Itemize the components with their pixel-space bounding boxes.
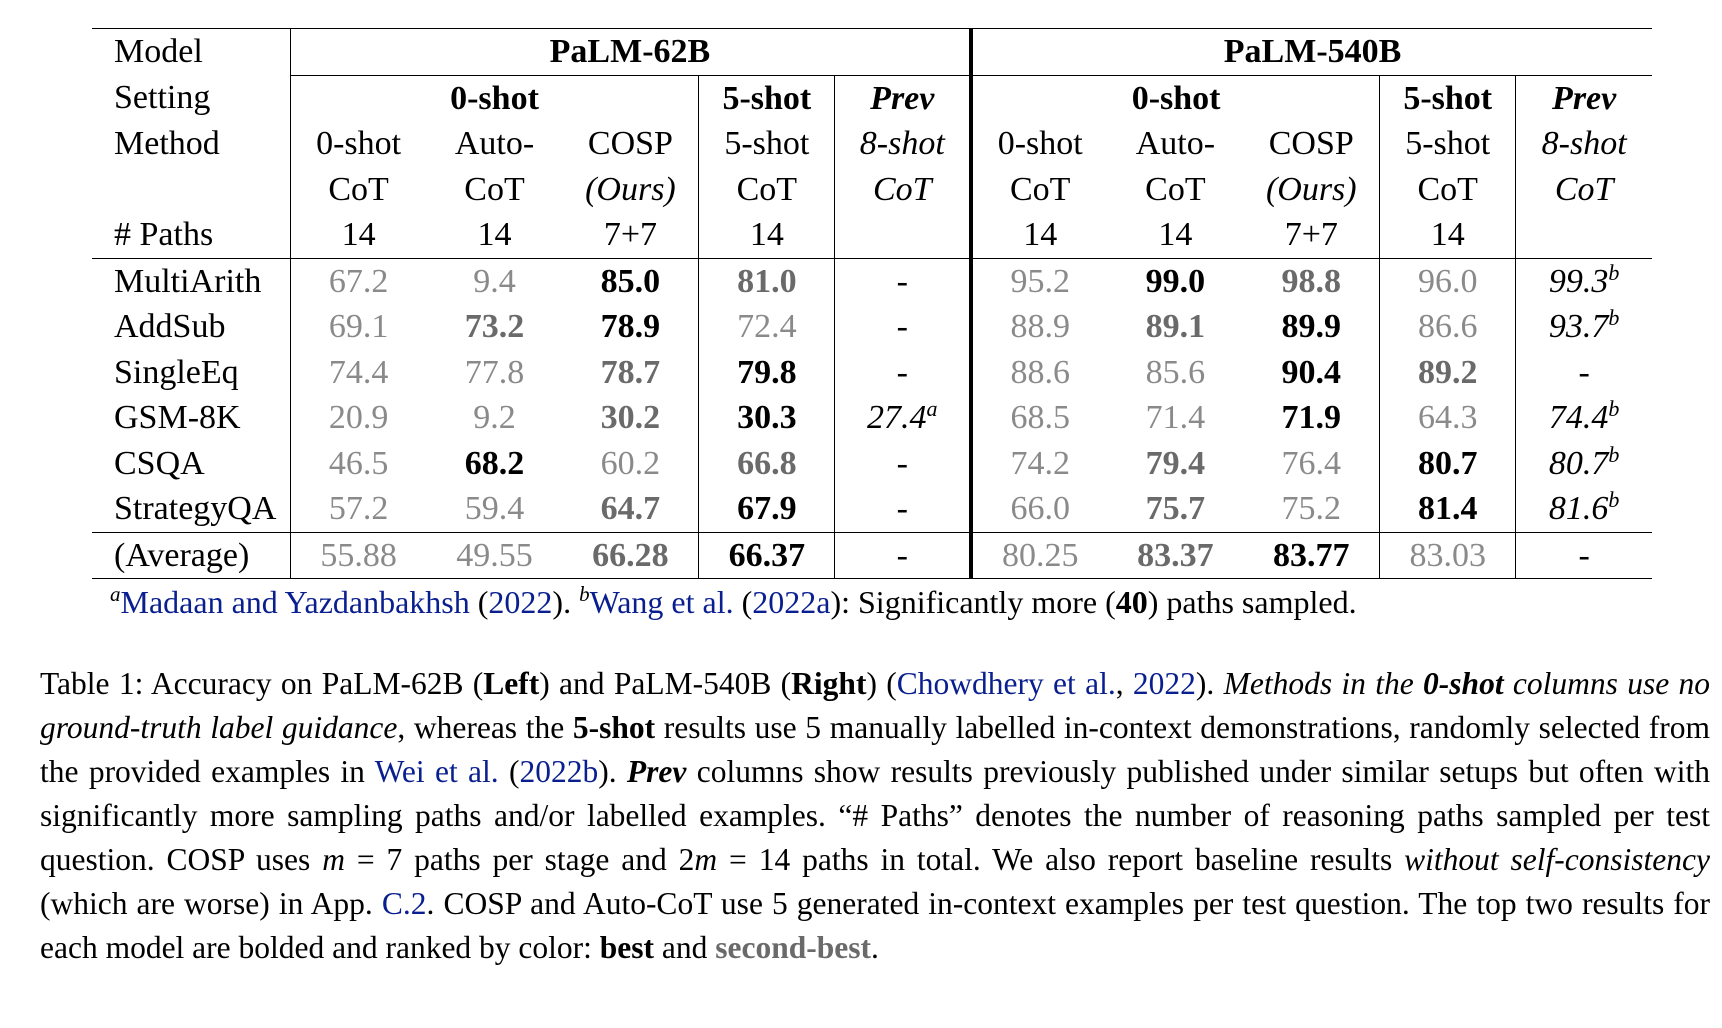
cell-value: 66.28 bbox=[592, 536, 669, 574]
cell-value: 83.37 bbox=[1137, 536, 1214, 574]
table-cell bbox=[699, 350, 835, 396]
table-cell bbox=[699, 258, 835, 304]
citation-year-link[interactable]: 2022a bbox=[752, 584, 831, 620]
table-row bbox=[92, 441, 1652, 487]
table-cell bbox=[835, 258, 971, 304]
method-line1: 0-shot bbox=[290, 121, 426, 167]
table-cell bbox=[426, 441, 562, 487]
header-row-method bbox=[92, 121, 1652, 167]
table-row bbox=[92, 395, 1652, 441]
cell-value: - bbox=[1578, 536, 1590, 574]
caption-text: , whereas the bbox=[397, 710, 573, 745]
table-cell bbox=[835, 486, 971, 532]
table-cell bbox=[699, 486, 835, 532]
caption-text: ). bbox=[598, 754, 627, 789]
table-cell bbox=[971, 486, 1107, 532]
cell-value: 80.7 bbox=[1548, 444, 1609, 482]
table-cell bbox=[1107, 532, 1243, 579]
method-line2: CoT bbox=[835, 167, 971, 213]
row-label: GSM-8K bbox=[114, 399, 241, 436]
table-cell bbox=[1380, 486, 1516, 532]
setting-label: Setting bbox=[114, 79, 211, 117]
cell-value: - bbox=[896, 490, 908, 527]
setting-prev-left: Prev bbox=[835, 75, 971, 121]
table-cell bbox=[1380, 441, 1516, 487]
footnote-text: ) paths sampled. bbox=[1147, 584, 1357, 620]
table-cell bbox=[1516, 350, 1652, 396]
cell-value: 99.0 bbox=[1145, 262, 1206, 300]
cell-value: 85.6 bbox=[1145, 353, 1206, 391]
cell-footnote-marker: b bbox=[1608, 259, 1620, 285]
caption-second-best-label: second-best bbox=[715, 930, 872, 965]
method-line2: CoT bbox=[1380, 167, 1516, 213]
row-label: StrategyQA bbox=[114, 490, 277, 527]
cell-value: 85.0 bbox=[600, 262, 661, 300]
cell-footnote-marker: b bbox=[1608, 487, 1620, 512]
method-line1: 8-shot bbox=[1516, 121, 1652, 167]
table-cell bbox=[290, 258, 426, 304]
cell-value: 30.2 bbox=[600, 399, 661, 436]
caption-text: (which are worse) in App. bbox=[40, 886, 382, 921]
cell-value: 71.4 bbox=[1145, 399, 1206, 436]
cell-value: 46.5 bbox=[328, 444, 389, 482]
cell-value: 57.2 bbox=[328, 490, 389, 527]
cell-value: 81.0 bbox=[737, 262, 797, 300]
table-cell bbox=[563, 304, 699, 350]
caption-text: results use 5 manually labelled in-context demonstrations, randomly selected from the provided examples in bbox=[40, 710, 1710, 789]
method-line2: CoT bbox=[1145, 170, 1206, 208]
method-label-blank bbox=[92, 167, 290, 213]
caption-math: m bbox=[694, 842, 718, 877]
table-cell bbox=[563, 532, 699, 579]
caption-italic: without self-consistency bbox=[1404, 842, 1710, 877]
cell-value: 79.8 bbox=[737, 353, 797, 391]
cell-value: 73.2 bbox=[464, 308, 525, 345]
header-row-model bbox=[92, 29, 1652, 76]
cell-value: 74.4 bbox=[1548, 399, 1609, 436]
footnote-marker-a: a bbox=[110, 582, 121, 606]
setting-five-shot-left: 5-shot bbox=[699, 75, 835, 121]
cell-value: - bbox=[896, 262, 908, 300]
header-row-setting bbox=[92, 75, 1652, 121]
table-cell bbox=[563, 350, 699, 396]
cell-value: 27.4 bbox=[867, 399, 927, 436]
setting-five-shot-right: 5-shot bbox=[1380, 75, 1516, 121]
average-row bbox=[92, 532, 1652, 579]
table-cell bbox=[426, 350, 562, 396]
cell-value: - bbox=[896, 353, 908, 391]
citation-year-link[interactable]: 2022 bbox=[1132, 666, 1196, 701]
table-cell bbox=[835, 304, 971, 350]
cell-footnote-marker: b bbox=[1608, 305, 1620, 330]
table-cell bbox=[971, 441, 1107, 487]
table-cell bbox=[971, 304, 1107, 350]
cell-value: 67.2 bbox=[328, 262, 389, 300]
citation-year-link[interactable]: 2022 bbox=[488, 584, 553, 620]
citation-link[interactable]: Wang et al. bbox=[589, 584, 734, 620]
caption-text: and bbox=[654, 930, 716, 965]
row-label: AddSub bbox=[114, 308, 226, 345]
cell-value: 79.4 bbox=[1145, 444, 1206, 482]
cell-value: 78.7 bbox=[600, 353, 661, 391]
caption-bold: Left bbox=[483, 666, 540, 701]
table-cell bbox=[1107, 350, 1243, 396]
table-cell bbox=[1243, 395, 1379, 441]
paths-value: 14 bbox=[699, 212, 835, 258]
table-cell bbox=[1380, 258, 1516, 304]
caption-bold: 5-shot bbox=[572, 710, 656, 745]
method-line2: (Ours) bbox=[1265, 170, 1357, 208]
table-cell bbox=[290, 441, 426, 487]
table-cell bbox=[1516, 441, 1652, 487]
method-line2: CoT bbox=[699, 167, 835, 213]
cell-value: 96.0 bbox=[1417, 262, 1478, 300]
table-cell bbox=[1107, 395, 1243, 441]
method-line1: COSP bbox=[587, 125, 673, 162]
table-cell bbox=[290, 486, 426, 532]
cell-value: 9.2 bbox=[473, 399, 516, 436]
table-cell bbox=[1243, 350, 1379, 396]
caption-text: Table 1: Accuracy on PaLM-62B ( bbox=[40, 666, 484, 701]
table-cell bbox=[835, 532, 971, 579]
table-cell bbox=[563, 395, 699, 441]
table-cell bbox=[290, 350, 426, 396]
header-row-paths bbox=[92, 212, 1652, 258]
table-cell bbox=[1243, 441, 1379, 487]
table-cell bbox=[1380, 304, 1516, 350]
cell-value: 30.3 bbox=[737, 399, 797, 436]
cell-value: 49.55 bbox=[456, 536, 533, 574]
table-cell bbox=[1243, 304, 1379, 350]
caption-text: = 7 paths per stage and 2 bbox=[344, 842, 695, 877]
method-line2: (Ours) bbox=[585, 170, 676, 208]
table-cell bbox=[1107, 486, 1243, 532]
row-label: CSQA bbox=[114, 444, 205, 482]
method-line1: 5-shot bbox=[1380, 121, 1516, 167]
method-line1: 5-shot bbox=[699, 121, 835, 167]
table-cell bbox=[1380, 395, 1516, 441]
method-line1: 0-shot bbox=[971, 121, 1107, 167]
caption-text: . COSP and Auto-CoT use 5 generated in-context examples per test question. The top two results for each model are bolded and ranked by color: bbox=[40, 886, 1710, 965]
table-cell bbox=[1107, 441, 1243, 487]
paths-value: 14 bbox=[290, 212, 426, 258]
caption-text: . bbox=[871, 930, 879, 965]
footnote-separator: . bbox=[563, 584, 580, 620]
table-cell bbox=[290, 304, 426, 350]
table-cell bbox=[699, 395, 835, 441]
footnote-text: ): Significantly more ( bbox=[830, 584, 1116, 620]
model-label: Model bbox=[92, 29, 290, 76]
cell-value: 89.1 bbox=[1145, 308, 1206, 345]
table-row bbox=[92, 304, 1652, 350]
caption-text: ( bbox=[498, 754, 520, 789]
cell-value: 64.7 bbox=[600, 490, 661, 527]
caption-text: , bbox=[1115, 666, 1133, 701]
row-label: MultiArith bbox=[92, 258, 290, 304]
citation-year-link[interactable]: 2022b bbox=[519, 754, 599, 789]
caption-italic: columns use no ground-truth label guidance bbox=[40, 666, 1711, 745]
table-cell bbox=[1516, 486, 1652, 532]
row-label: (Average) bbox=[92, 532, 290, 579]
cell-value: 88.6 bbox=[1010, 353, 1070, 391]
cell-value: 69.1 bbox=[328, 308, 389, 345]
table-cell bbox=[1107, 304, 1243, 350]
method-line1: 8-shot bbox=[835, 121, 971, 167]
cell-value: 68.5 bbox=[1010, 399, 1070, 436]
appendix-link[interactable]: C.2 bbox=[381, 886, 427, 921]
caption-italic: Methods in the bbox=[1223, 666, 1414, 701]
table-cell bbox=[563, 486, 699, 532]
caption-bold-italic: Prev bbox=[626, 754, 687, 789]
method-line2: CoT bbox=[464, 170, 525, 208]
cell-value: 78.9 bbox=[600, 308, 661, 345]
cell-value: 20.9 bbox=[328, 399, 389, 436]
cell-value: 88.9 bbox=[1010, 308, 1070, 345]
caption-text: ) and PaLM-540B ( bbox=[539, 666, 792, 701]
row-label: SingleEq bbox=[114, 353, 239, 391]
paths-value: 14 bbox=[1380, 212, 1516, 258]
paths-label: # Paths bbox=[114, 216, 214, 253]
method-line1: Auto- bbox=[454, 125, 535, 162]
caption-bold-italic: 0-shot bbox=[1423, 666, 1504, 701]
cell-value: - bbox=[896, 444, 908, 482]
cell-value: 67.9 bbox=[737, 490, 797, 527]
cell-value: 68.2 bbox=[464, 444, 525, 482]
caption-math: m bbox=[322, 842, 345, 877]
cell-value: 75.7 bbox=[1145, 490, 1206, 527]
table-cell bbox=[699, 304, 835, 350]
results-table bbox=[92, 28, 1652, 579]
table-cell bbox=[1380, 532, 1516, 579]
cell-value: 80.25 bbox=[1001, 536, 1079, 574]
cell-value: 86.6 bbox=[1417, 308, 1478, 345]
caption-text: columns show results previously published under similar setups but often with significantly more sampling paths and/or labelled examples. “# Paths” denotes the number of reasoning paths sampled per test question. COSP uses bbox=[40, 754, 1710, 877]
caption-text: ) ( bbox=[866, 666, 897, 701]
cell-value: 66.37 bbox=[728, 536, 806, 574]
method-line2: CoT bbox=[1516, 167, 1652, 213]
cell-footnote-marker: b bbox=[1608, 396, 1620, 421]
cell-value: 9.4 bbox=[473, 262, 516, 300]
cell-value: 75.2 bbox=[1281, 490, 1342, 527]
cell-value: 74.2 bbox=[1010, 444, 1070, 482]
method-line1: Auto- bbox=[1135, 125, 1216, 162]
method-label: Method bbox=[114, 125, 220, 162]
table-cell bbox=[1107, 258, 1243, 304]
paths-value: 14 bbox=[477, 216, 512, 253]
cell-value: 76.4 bbox=[1281, 444, 1342, 482]
cell-value: 90.4 bbox=[1281, 353, 1342, 391]
paths-value: 14 bbox=[1158, 216, 1193, 253]
setting-zero-shot-right: 0-shot bbox=[971, 75, 1380, 121]
table-cell bbox=[1243, 258, 1379, 304]
cell-value: 89.2 bbox=[1417, 353, 1478, 391]
table-cell bbox=[1243, 532, 1379, 579]
table-cell bbox=[699, 532, 835, 579]
cell-value: 55.88 bbox=[320, 536, 397, 574]
paths-value: 7+7 bbox=[603, 216, 658, 253]
table-cell bbox=[1516, 532, 1652, 579]
citation-link[interactable]: Madaan and Yazdanbakhsh bbox=[120, 584, 470, 620]
table-cell bbox=[426, 395, 562, 441]
table-cell bbox=[1243, 486, 1379, 532]
cell-value: 72.4 bbox=[737, 308, 797, 345]
method-line1: COSP bbox=[1268, 125, 1354, 162]
table-cell bbox=[971, 258, 1107, 304]
cell-value: 81.4 bbox=[1417, 490, 1478, 527]
table-caption bbox=[40, 662, 1710, 970]
paths-value bbox=[835, 212, 971, 258]
table-cell bbox=[563, 258, 699, 304]
table-cell bbox=[563, 441, 699, 487]
paths-value: 14 bbox=[971, 212, 1107, 258]
footnote-path-count: 40 bbox=[1115, 584, 1148, 620]
table-cell bbox=[426, 486, 562, 532]
table-cell bbox=[971, 395, 1107, 441]
table-row bbox=[92, 350, 1652, 396]
setting-zero-shot-left: 0-shot bbox=[290, 75, 699, 121]
cell-value: 77.8 bbox=[464, 353, 525, 391]
cell-value: 66.0 bbox=[1010, 490, 1070, 527]
caption-best-label: best bbox=[599, 930, 655, 965]
group-palm-62b: PaLM-62B bbox=[290, 29, 971, 76]
footnote-marker-b: b bbox=[579, 582, 590, 606]
table-cell bbox=[1516, 304, 1652, 350]
cell-value: - bbox=[896, 536, 908, 574]
cell-value: 80.7 bbox=[1417, 444, 1478, 482]
citation-link[interactable]: Wei et al. bbox=[374, 754, 499, 789]
caption-text: = 14 paths in total. We also report baseline results bbox=[717, 842, 1405, 877]
setting-prev-right: Prev bbox=[1516, 75, 1652, 121]
cell-value: 81.6 bbox=[1548, 490, 1609, 527]
table-cell bbox=[290, 532, 426, 579]
cell-value: 99.3 bbox=[1548, 262, 1609, 300]
cell-value: 95.2 bbox=[1010, 262, 1070, 300]
cell-value: 71.9 bbox=[1281, 399, 1342, 436]
caption-bold: Right bbox=[791, 666, 867, 701]
cell-value: 93.7 bbox=[1548, 308, 1609, 345]
table-cell bbox=[835, 441, 971, 487]
cell-value: 64.3 bbox=[1417, 399, 1478, 436]
cell-value: 98.8 bbox=[1281, 262, 1342, 300]
cell-value: 83.03 bbox=[1409, 536, 1486, 574]
paths-value: 7+7 bbox=[1284, 216, 1338, 253]
table-cell bbox=[835, 350, 971, 396]
table-cell bbox=[971, 532, 1107, 579]
citation-link[interactable]: Chowdhery et al. bbox=[896, 666, 1116, 701]
cell-footnote-marker: b bbox=[1608, 441, 1620, 467]
table-cell bbox=[290, 395, 426, 441]
cell-value: 74.4 bbox=[328, 353, 389, 391]
table-cell bbox=[426, 304, 562, 350]
table-row bbox=[92, 486, 1652, 532]
table-cell bbox=[1516, 395, 1652, 441]
cell-value: 89.9 bbox=[1281, 308, 1342, 345]
cell-value: 59.4 bbox=[464, 490, 525, 527]
paths-value bbox=[1516, 212, 1652, 258]
header-row-method-2 bbox=[92, 167, 1652, 213]
cell-value: - bbox=[896, 308, 908, 345]
method-line2: CoT bbox=[290, 167, 426, 213]
table-cell bbox=[1380, 350, 1516, 396]
table-footnote: $^a$Madaan and Yazdanbakhsh (2022). $^b$Wang et al. (2022a): Significantly more (40) paths sampled. bbox=[110, 582, 1357, 620]
table-row bbox=[92, 258, 1652, 304]
method-line2: CoT bbox=[971, 167, 1107, 213]
cell-footnote-marker: a bbox=[926, 396, 938, 421]
table-cell bbox=[1516, 258, 1652, 304]
cell-value: 66.8 bbox=[737, 444, 797, 482]
cell-value: - bbox=[1578, 353, 1590, 391]
caption-text: ). bbox=[1195, 666, 1224, 701]
table-cell bbox=[426, 258, 562, 304]
table-body bbox=[92, 258, 1652, 579]
table-cell bbox=[426, 532, 562, 579]
group-palm-540b: PaLM-540B bbox=[971, 29, 1652, 76]
table-cell bbox=[971, 350, 1107, 396]
cell-value: 60.2 bbox=[600, 444, 661, 482]
cell-value: 83.77 bbox=[1273, 536, 1350, 574]
table-cell bbox=[699, 441, 835, 487]
table-cell bbox=[835, 395, 971, 441]
